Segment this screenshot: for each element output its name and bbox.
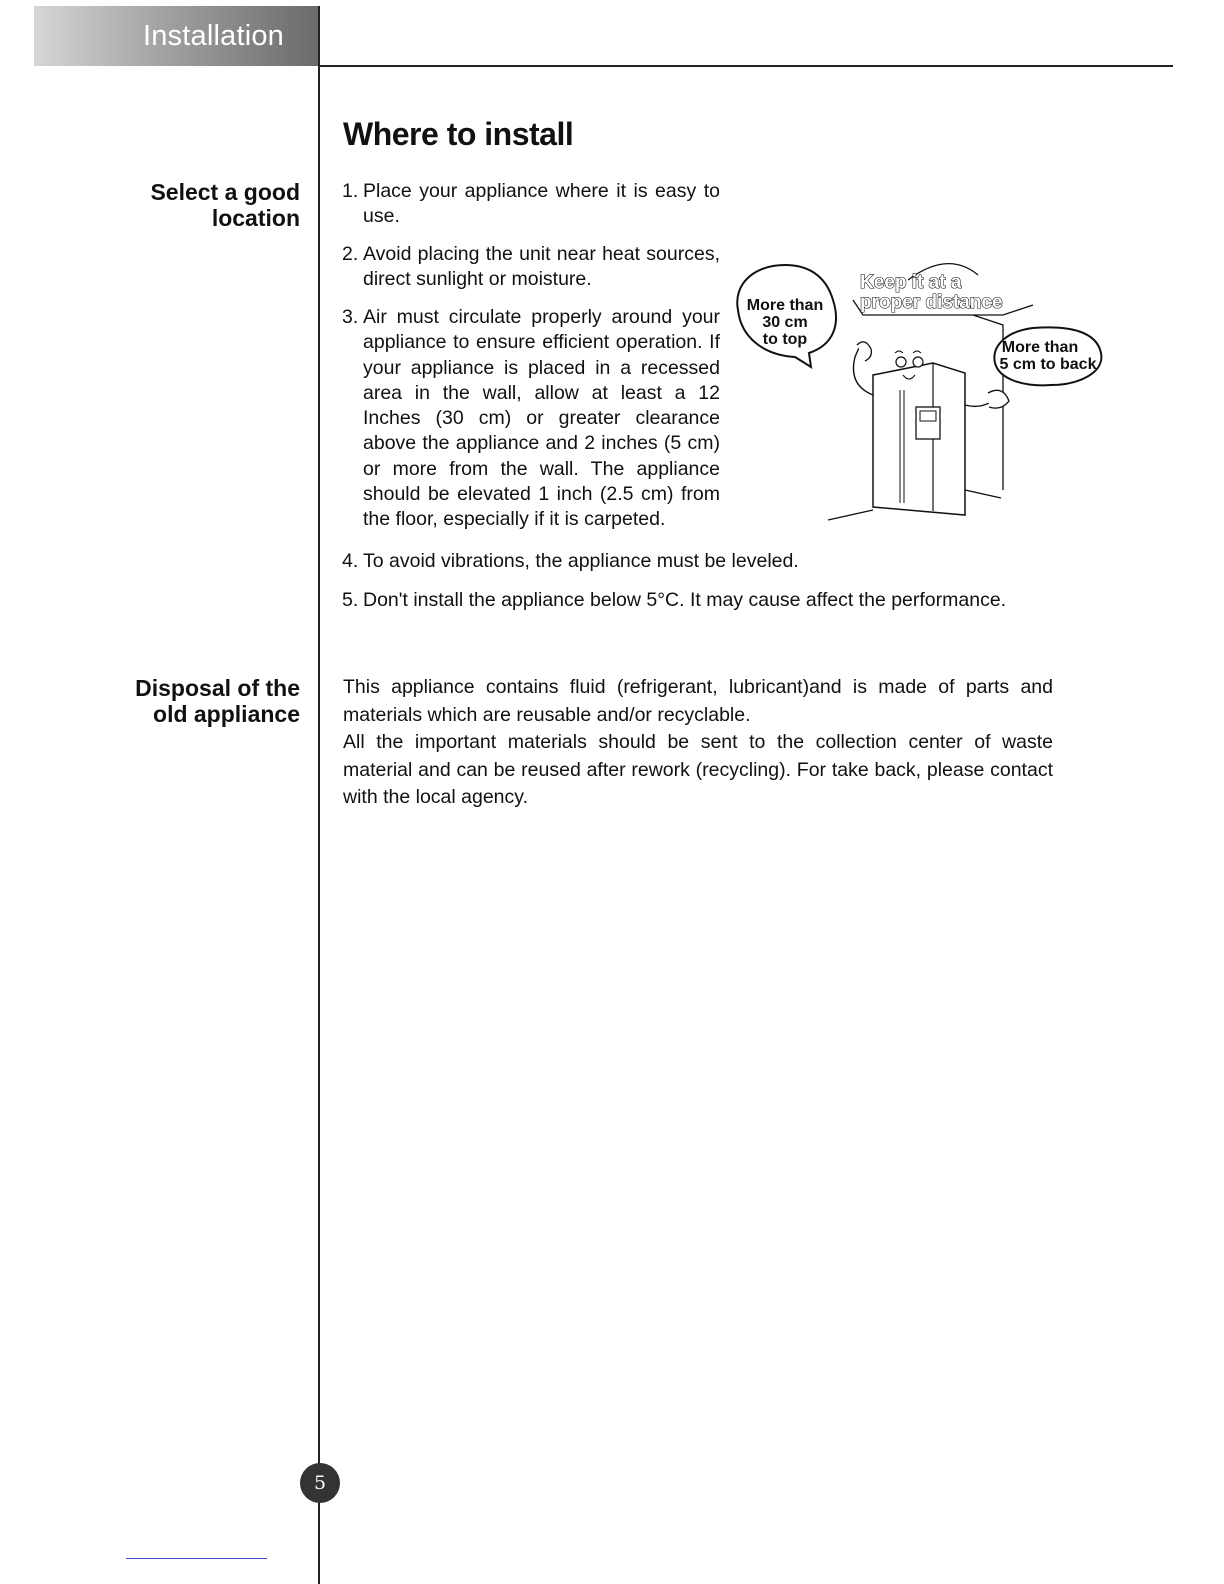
list-item-4: 4. To avoid vibrations, the appliance must be leveled. <box>342 550 799 572</box>
list-item-2: 2. Avoid placing the unit near heat sources, direct sunlight or moisture. <box>342 243 720 291</box>
refrigerator-clearance-illustration <box>733 245 1113 530</box>
disposal-paragraph-2: All the important materials should be sent to the collection center of waste material and can be reused after rework (recycling). For take back, please contact with the local agency. <box>343 731 1053 808</box>
margin-rule <box>318 6 320 1584</box>
footer-link-underline <box>126 1558 267 1559</box>
keep-distance-line-1: Keep it at a <box>860 272 962 293</box>
callout-top-line-3: to top <box>762 331 808 348</box>
callout-top-line-1: More than <box>746 297 824 314</box>
disposal-paragraph-1: This appliance contains fluid (refrigerant, lubricant)and is made of parts and materials which are reusable and/or recyclable. <box>343 676 1053 726</box>
list-item-5: 5. Don't install the appliance below 5°C. It may cause affect the performance. <box>342 589 1007 611</box>
page-number: 5 <box>300 1463 340 1503</box>
callout-top-line-2: 30 cm <box>762 314 808 331</box>
list-item-3: 3. Air must circulate properly around your appliance to ensure efficient operation. If your appliance is placed in a recessed area in the wall, allow at least a 12 Inches (30 cm) or greater clearance above the appliance and 2 inches (5 cm) or more from the wall. The appliance should be elevated 1 inch (2.5 cm) from the floor, especially if it is carpeted. <box>342 306 720 531</box>
callout-back-line-2: 5 cm to back <box>999 356 1097 373</box>
section-tab <box>34 6 320 66</box>
page-title: Where to install <box>343 116 574 152</box>
side-heading-disposal: Disposal of the old appliance <box>135 675 300 727</box>
keep-distance-line-2: proper distance <box>860 292 1003 313</box>
refrigerator-clearance-drawing <box>733 245 1113 530</box>
callout-back-line-1: More than <box>1001 339 1079 356</box>
disposal-text <box>343 674 1053 812</box>
header-rule <box>320 65 1173 67</box>
side-heading-location: Select a good location <box>150 179 300 231</box>
section-tab-label: Installation <box>142 20 284 52</box>
list-item-1: 1. Place your appliance where it is easy to use. <box>342 180 720 228</box>
